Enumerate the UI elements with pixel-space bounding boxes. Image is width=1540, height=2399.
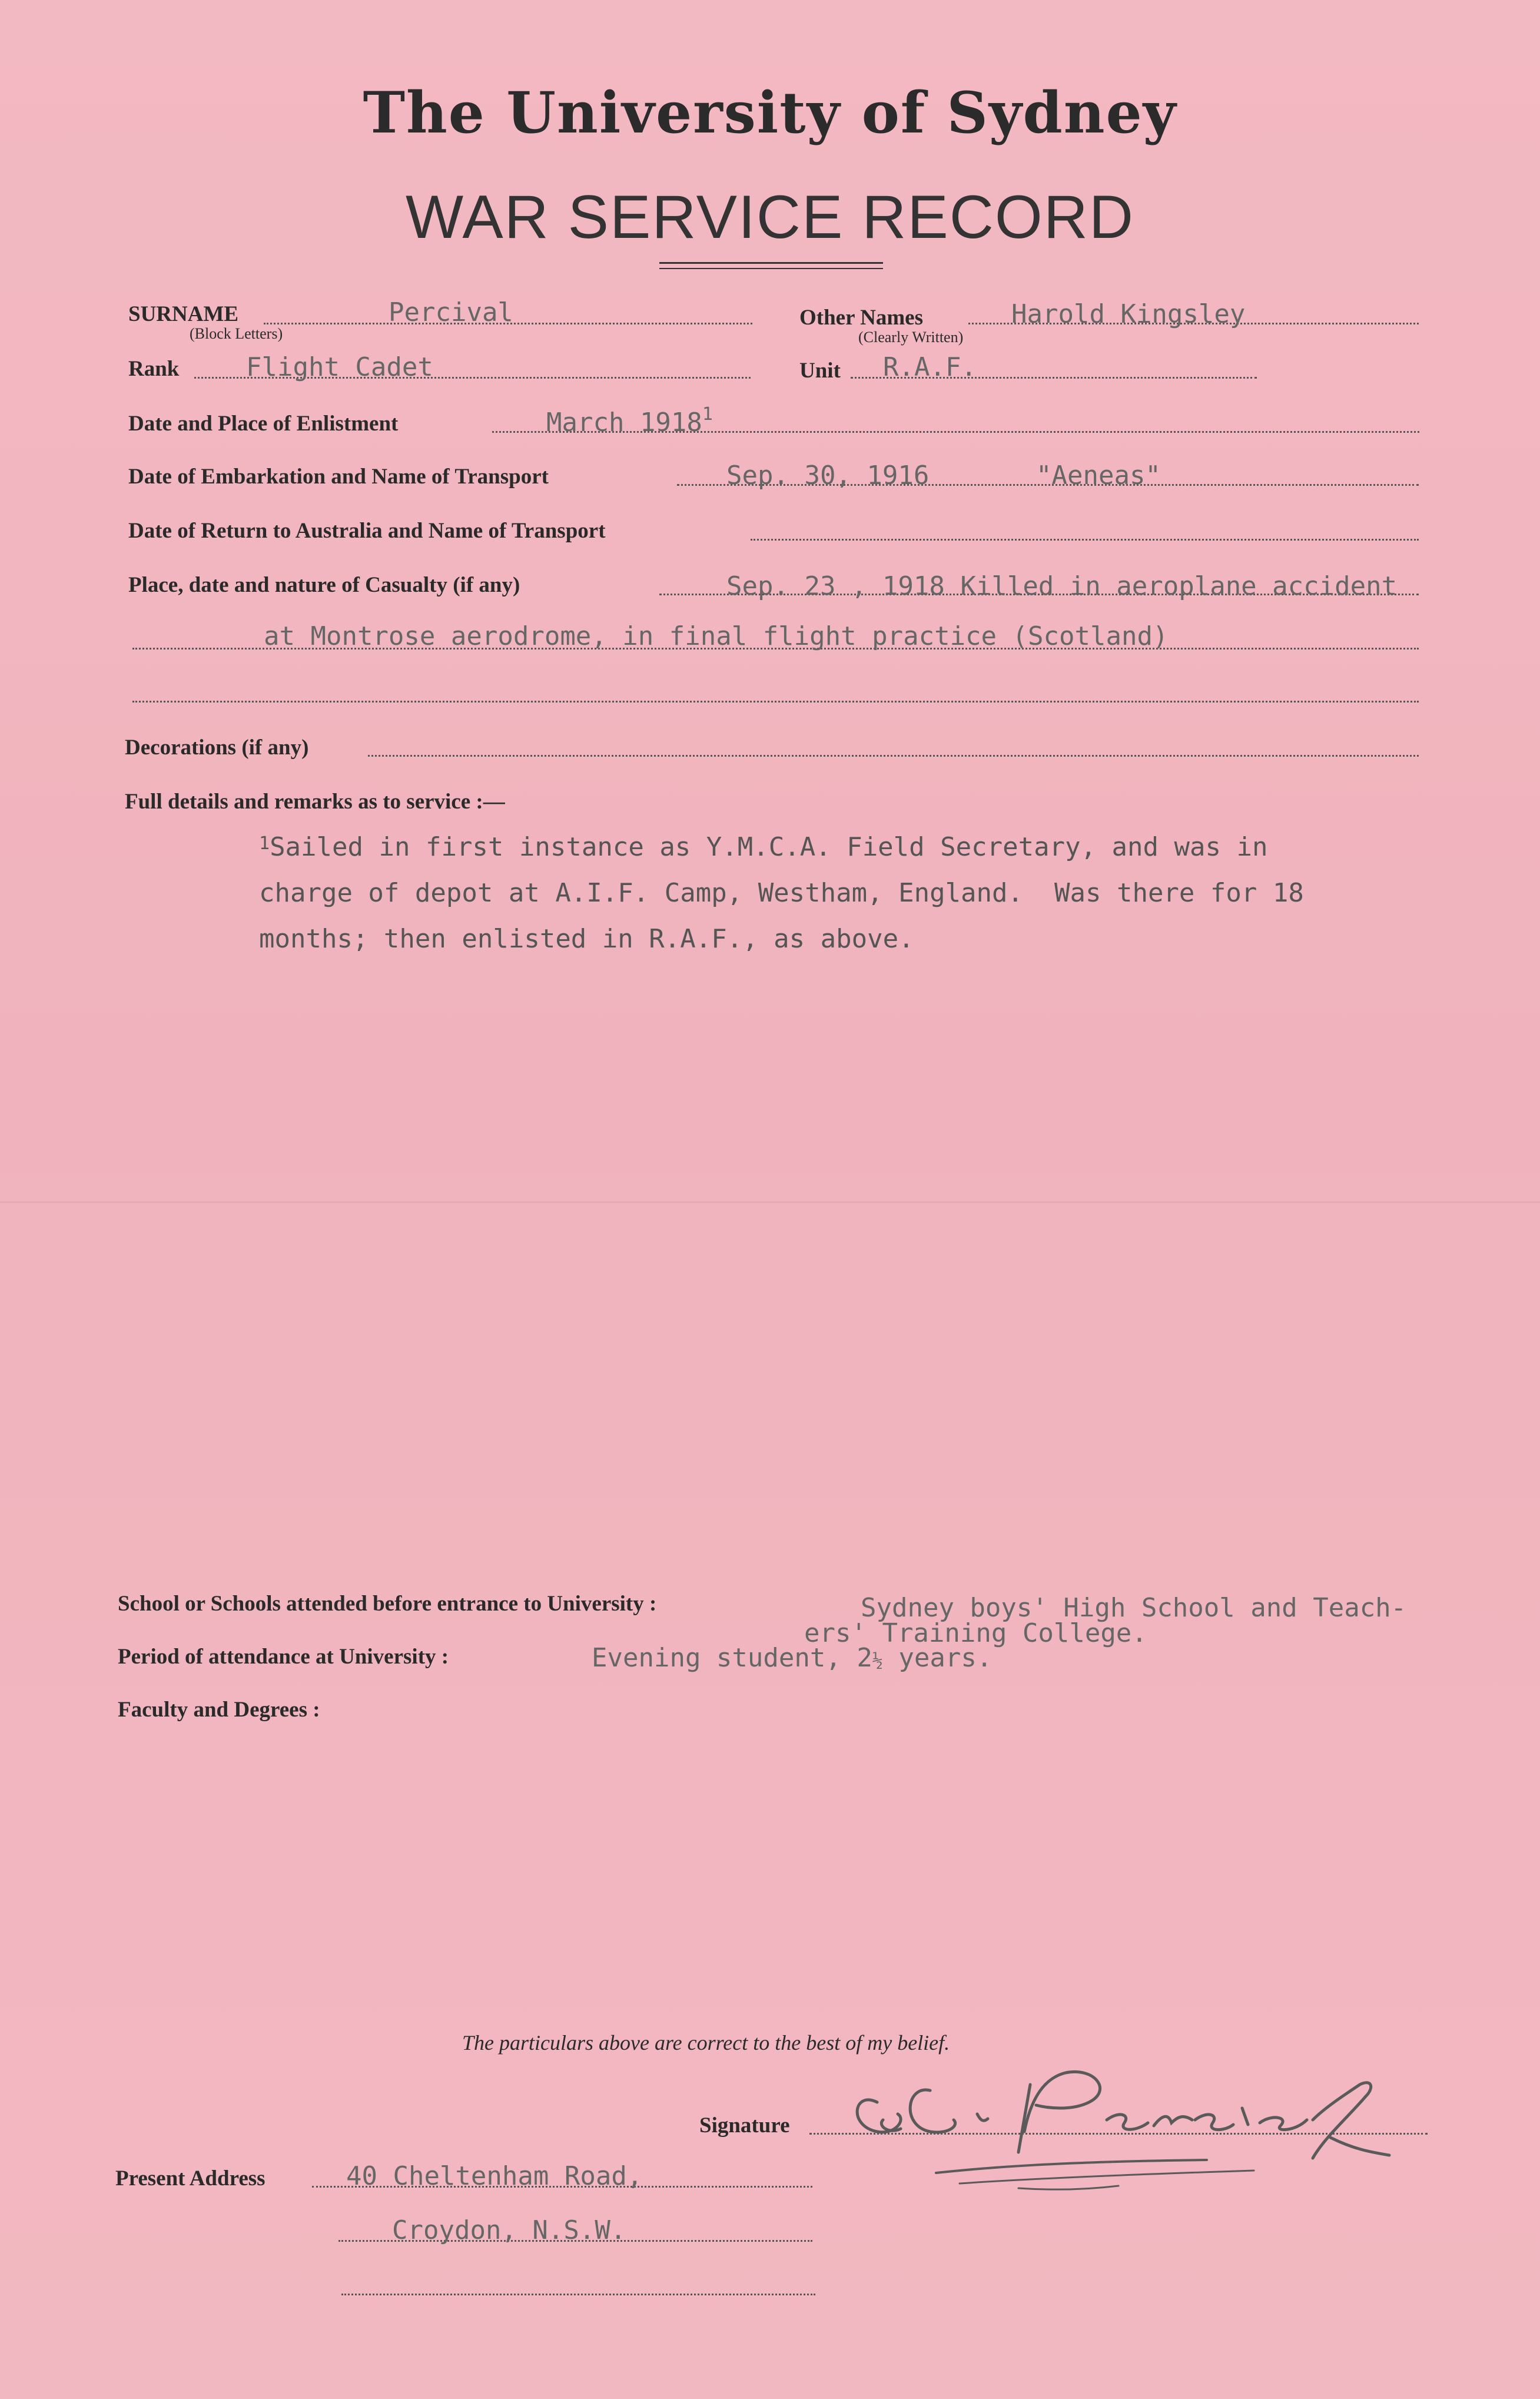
casualty-text-1: Sep. 23 , 1918 Killed in aeroplane accident [726,571,1398,601]
other-names-label: Other Names [799,306,923,330]
declaration-text: The particulars above are correct to the best of my belief. [462,2031,950,2055]
signature-image [842,2049,1478,2202]
other-names-value: Harold Kingsley [1011,299,1246,329]
return-line [751,539,1419,541]
surname-label: SURNAME [128,302,239,326]
enlistment-label: Date and Place of Enlistment [128,412,399,436]
period-value: Evening student, 2½ years. [592,1643,993,1673]
remarks-label: Full details and remarks as to service :— [125,790,505,814]
signature-label: Signature [699,2113,790,2138]
schools-text-2: ers' Training College. [804,1618,1147,1648]
schools-label: School or Schools attended before entrance to University : [118,1592,657,1616]
address-text-2: Croydon, N.S.W. [392,2215,626,2245]
surname-sublabel: (Block Letters) [190,325,283,342]
surname-value: Percival [389,297,513,327]
unit-value: R.A.F. [883,352,977,382]
casualty-label: Place, date and nature of Casualty (if any) [128,573,520,597]
return-label: Date of Return to Australia and Name of Transport [128,519,606,543]
rank-value: Flight Cadet [246,352,433,382]
address-label: Present Address [115,2166,265,2191]
embarkation-transport: "Aeneas" [1036,460,1161,491]
remarks-text: $^1$Sailed in first instance as Y.M.C.A. Field Secretary, and was in charge of depot at A.I.F. Camp, Westham, England. Was there for 18 months; then enlisted in R.A.F., as above. [259,832,1304,954]
decorations-line [368,755,1419,757]
form-title: WAR SERVICE RECORD [406,183,1134,251]
title-rule [659,262,883,264]
enlistment-value: March 1918$^1$ [546,404,713,438]
casualty-text-2: at Montrose aerodrome, in final flight practice (Scotland) [264,621,1169,651]
casualty-line-3 [132,701,1419,703]
embarkation-label: Date of Embarkation and Name of Transport [128,465,549,489]
address-line-3 [341,2294,815,2295]
unit-label: Unit [799,359,841,383]
address-text-1: 40 Cheltenham Road, [346,2161,643,2191]
other-names-sublabel: (Clearly Written) [858,329,964,346]
paper-fold [0,1201,1540,1203]
schools-text-1: Sydney boys' High School and Teach- [861,1593,1407,1623]
university-title: The University of Sydney [363,79,1177,146]
title-rule-2 [659,268,883,269]
rank-label: Rank [128,357,180,381]
decorations-label: Decorations (if any) [125,735,309,760]
period-label: Period of attendance at University : [118,1645,449,1669]
faculty-label: Faculty and Degrees : [118,1698,320,1722]
embarkation-date: Sep. 30, 1916 [726,460,930,491]
